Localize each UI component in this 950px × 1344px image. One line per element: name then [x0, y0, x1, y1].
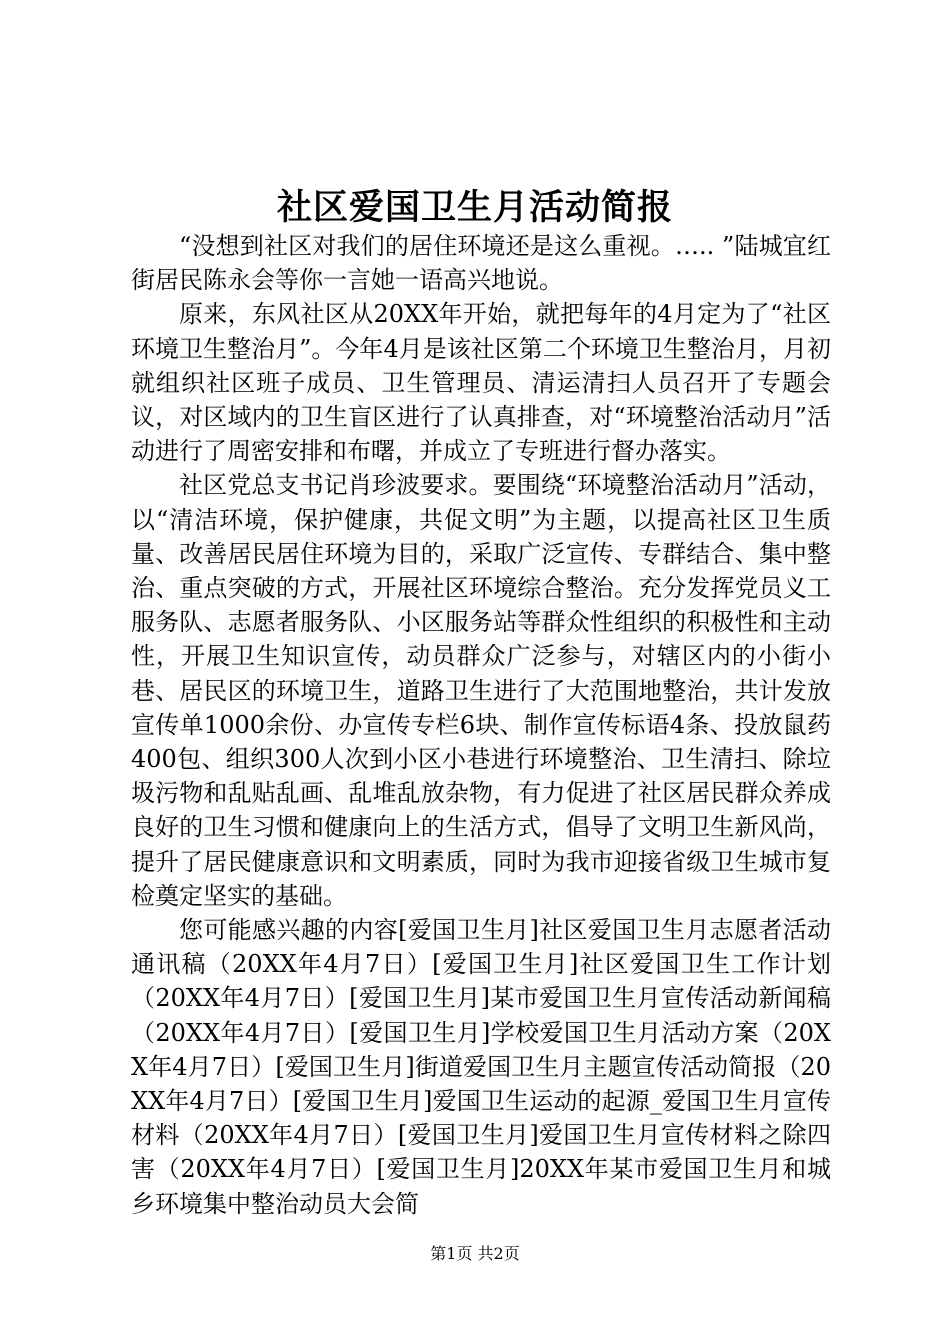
paragraph-quote: “没想到社区对我们的居住环境还是这么重视。….. ”陆城宜红街居民陈永会等你一言她一语高兴地说。: [131, 232, 831, 295]
paragraph-requirements: 社区党总支书记肖珍波要求。要围绕“环境整治活动月”活动，以“清洁环境，保护健康，共促文明”为主题，以提高社区卫生质量、改善居民居住环境为目的，采取广泛宣传、专群结合、集中整治、重点突破的方式，开展社区环境综合整治。充分发挥党员义工服务队、志愿者服务队、小区服务站等群众性组织的积极性和主动性，开展卫生知识宣传，动员群众广泛参与，对辖区内的小街小巷、居民区的环境卫生，道路卫生进行了大范围地整治，共计发放宣传单1000余份、办宣传专栏6块、制作宣传标语4条、投放鼠药400包、组织300人次到小区小巷进行环境整治、卫生清扫、除垃圾污物和乱贴乱画、乱堆乱放杂物，有力促进了社区居民群众养成良好的卫生习惯和健康向上的生活方式，倡导了文明卫生新风尚，提升了居民健康意识和文明素质，同时为我市迎接省级卫生城市复检奠定坚实的基础。: [131, 471, 831, 910]
page-footer: 第1页 共2页: [430, 1244, 520, 1263]
document-body: [131, 229, 831, 1221]
document-title: 社区爱国卫生月活动简报: [276, 187, 673, 228]
paragraph-background: 原来，东风社区从20XX年开始，就把每年的4月定为了“社区环境卫生整治月”。今年4月是该社区第二个环境卫生整治月，月初就组织社区班子成员、卫生管理员、清运清扫人员召开了专题会议，对区域内的卫生盲区进行了认真排查，对“环境整治活动月”活动进行了周密安排和布曙，并成立了专班进行督办落实。: [131, 300, 831, 466]
paragraph-related-content: 您可能感兴趣的内容[爱国卫生月]社区爱国卫生月志愿者活动通讯稿（20XX年4月7日）[爱国卫生月]社区爱国卫生工作计划（20XX年4月7日）[爱国卫生月]某市爱国卫生月宣传活动新闻稿（20XX年4月7日）[爱国卫生月]学校爱国卫生月活动方案（20XX年4月7日）[爱国卫生月]街道爱国卫生月主题宣传活动简报（20XX年4月7日）[爱国卫生月]爱国卫生运动的起源_爱国卫生月宣传材料（20XX年4月7日）[爱国卫生月]爱国卫生月宣传材料之除四害（20XX年4月7日）[爱国卫生月]20XX年某市爱国卫生月和城乡环境集中整治动员大会简: [131, 916, 831, 1218]
